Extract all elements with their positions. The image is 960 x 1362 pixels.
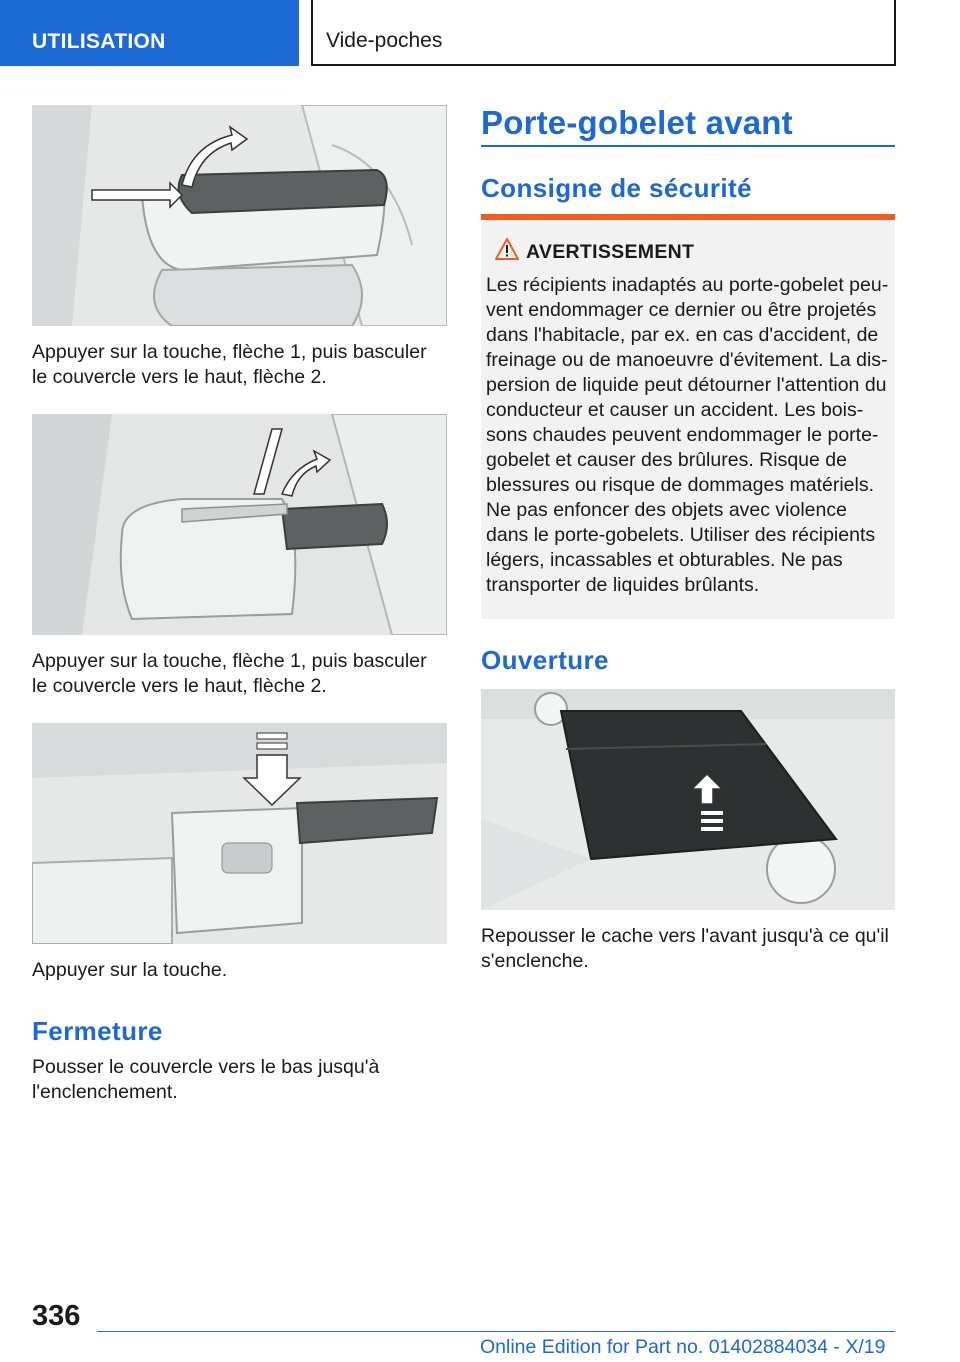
- chapter-tab: [311, 0, 896, 66]
- safety-heading: Consigne de sécurité: [481, 173, 752, 203]
- caption-armrest-3: Appuyer sur la touche.: [32, 959, 228, 981]
- warning-text: Les récipients inadaptés au porte-gobelet peuvent endommager ce dernier ou être projetés dans l'habitacle, par ex. en cas d'accident, de freinage ou de manoeuvre d'évitement. La dispersion de liquide peut détourner l'attention du conducteur et causer un accident. Les boissons chaudes peuvent endommager le porte-gobelet et causer des brûlures. Risque de blessures ou risque de dommages matériels. Ne pas enfoncer des objets avec violence dans le porte-gobelets. Utiliser des récipients légers, incassables et obturables. Ne pas transporter de liquides brûlants.: [486, 274, 889, 596]
- opening-heading: Ouverture: [481, 645, 609, 675]
- caption-armrest-1: Appuyer sur la touche, flèche 1, puis basculer le couvercle vers le haut, flèche 2.: [32, 341, 427, 388]
- page-title: Porte-gobelet avant: [481, 104, 793, 141]
- warning-triangle-icon: [495, 238, 519, 260]
- section-title: UTILISATION: [32, 30, 166, 53]
- page-number: 336: [32, 1300, 81, 1332]
- fermeture-heading: Fermeture: [32, 1016, 163, 1046]
- chapter-title: Vide-poches: [326, 29, 443, 52]
- armrest-figure-2: [32, 414, 447, 635]
- caption-armrest-2: Appuyer sur la touche, flèche 1, puis basculer le couvercle vers le haut, flèche 2.: [32, 650, 427, 697]
- armrest-figure-1: [32, 105, 447, 326]
- section-tab: [0, 0, 299, 66]
- footer-rule: [97, 1331, 895, 1332]
- armrest-figure-3: [32, 723, 447, 944]
- title-rule: [481, 145, 895, 147]
- cupholder-figure: [481, 689, 895, 910]
- warning-title: AVERTISSEMENT: [526, 241, 695, 263]
- warning-box: [481, 220, 895, 619]
- fermeture-text: Pousser le couvercle vers le bas jusqu'à l'enclenchement.: [32, 1056, 380, 1103]
- opening-caption: Repousser le cache vers l'avant jusqu'à ce qu'il s'enclenche.: [481, 925, 889, 972]
- edition-note: Online Edition for Part no. 01402884034 - X/19: [480, 1336, 886, 1358]
